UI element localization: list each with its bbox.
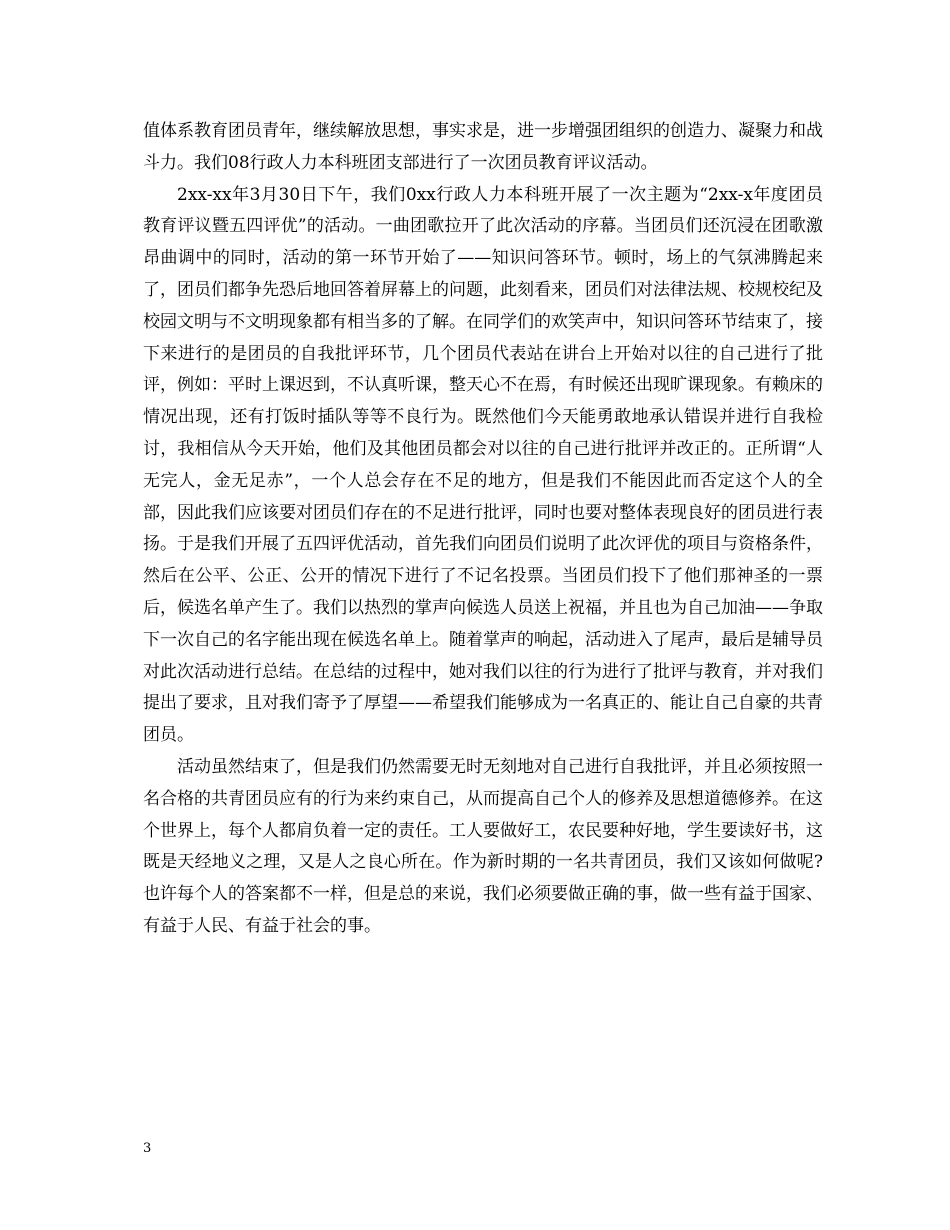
body-text — [143, 116, 823, 943]
paragraph-continued: 值体系教育团员青年，继续解放思想，事实求是，进一步增强团组织的创造力、凝聚力和战斗力。我们08行政人力本科班团支部进行了一次团员教育评议活动。 — [143, 121, 823, 173]
paragraph-activity-report: 2xx-xx年3月30日下午，我们0xx行政人力本科班开展了一次主题为“2xx-x年度团员教育评议暨五四评优”的活动。一曲团歌拉开了此次活动的序幕。当团员们还沉浸在团歌激昂曲调中的同时，活动的第一环节开始了——知识问答环节。顿时，场上的气氛沸腾起来了，团员们都争先恐后地回答着屏幕上的问题，此刻看来，团员们对法律法规、校规校纪及校园文明与不文明现象都有相当多的了解。在同学们的欢笑声中，知识问答环节结束了，接下来进行的是团员的自我批评环节，几个团员代表站在讲台上开始对以往的自己进行了批评，例如：平时上课迟到，不认真听课，整天心不在焉，有时候还出现旷课现象。有赖床的情况出现，还有打饭时插队等等不良行为。既然他们今天能勇敢地承认错误并进行自我检讨，我相信从今天开始，他们及其他团员都会对以往的自己进行批评并改正的。正所谓“人无完人，金无足赤”，一个人总会存在不足的地方，但是我们不能因此而否定这个人的全部，因此我们应该要对团员们存在的不足进行批评，同时也要对整体表现良好的团员进行表扬。于是我们开展了五四评优活动，首先我们向团员们说明了此次评优的项目与资格条件，然后在公平、公正、公开的情况下进行了不记名投票。当团员们投下了他们那神圣的一票后，候选名单产生了。我们以热烈的掌声向候选人员送上祝福，并且也为自己加油——争取下一次自己的名字能出现在候选名单上。随着掌声的响起，活动进入了尾声，最后是辅导员对此次活动进行总结。在总结的过程中，她对我们以往的行为进行了批评与教育，并对我们提出了要求，且对我们寄予了厚望——希望我们能够成为一名真正的、能让自己自豪的共青团员。 — [143, 184, 823, 746]
paragraph-reflection: 活动虽然结束了，但是我们仍然需要无时无刻地对自己进行自我批评，并且必须按照一名合格的共青团员应有的行为来约束自己，从而提高自己个人的修养及思想道德修养。在这个世界上，每个人都肩负着一定的责任。工人要做好工，农民要种好地，学生要读好书，这既是天经地义之理，又是人之良心所在。作为新时期的一名共青团员，我们又该如何做呢?也许每个人的答案都不一样，但是总的来说，我们必须要做正确的事，做一些有益于国家、有益于人民、有益于社会的事。 — [143, 756, 823, 936]
page-number: 3 — [143, 1141, 152, 1156]
